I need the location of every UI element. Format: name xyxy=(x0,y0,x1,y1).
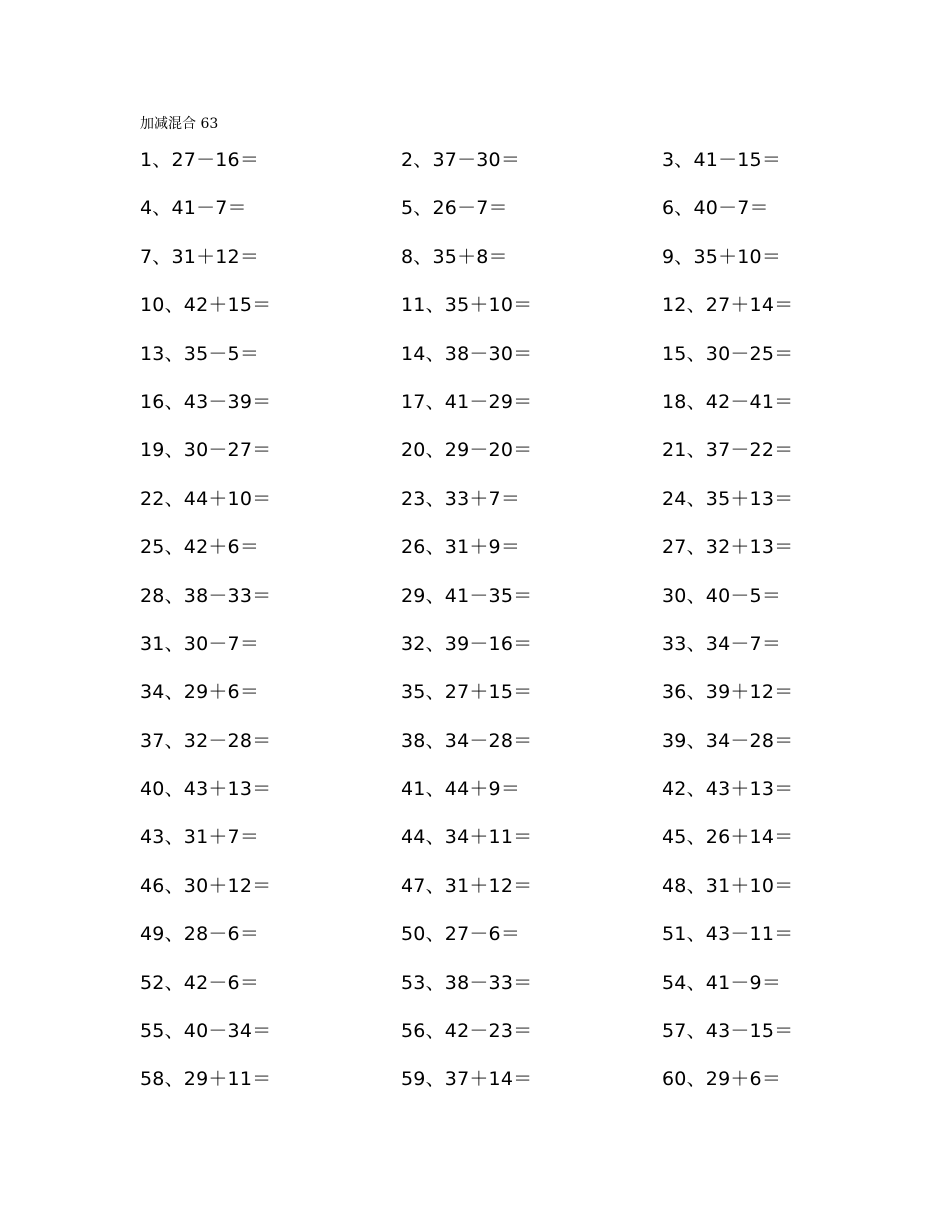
worksheet-title: 加减混合 63 xyxy=(140,116,219,132)
problem-item: 44、34＋11＝ xyxy=(401,826,533,849)
problem-item: 20、29－20＝ xyxy=(401,439,533,462)
problem-item: 39、34－28＝ xyxy=(662,729,794,752)
problem-item: 51、43－11＝ xyxy=(662,923,794,946)
problem-item: 37、32－28＝ xyxy=(140,729,272,752)
problem-item: 18、42－41＝ xyxy=(662,390,794,413)
problem-item: 6、40－7＝ xyxy=(662,197,769,220)
problem-item: 42、43＋13＝ xyxy=(662,778,794,801)
problem-item: 9、35＋10＝ xyxy=(662,245,782,268)
problem-item: 60、29＋6＝ xyxy=(662,1068,782,1091)
problem-item: 8、35＋8＝ xyxy=(401,245,508,268)
problem-item: 1、27－16＝ xyxy=(140,149,260,171)
problem-item: 2、37－30＝ xyxy=(401,149,521,171)
problem-item: 52、42－6＝ xyxy=(140,971,260,994)
problem-item: 59、37＋14＝ xyxy=(401,1068,533,1091)
problem-item: 53、38－33＝ xyxy=(401,971,533,994)
problem-item: 36、39＋12＝ xyxy=(662,681,794,704)
problem-item: 3、41－15＝ xyxy=(662,149,782,171)
problem-item: 11、35＋10＝ xyxy=(401,294,533,317)
problem-item: 5、26－7＝ xyxy=(401,197,508,220)
problem-item: 54、41－9＝ xyxy=(662,971,782,994)
problem-item: 32、39－16＝ xyxy=(401,632,533,655)
problem-item: 46、30＋12＝ xyxy=(140,874,272,897)
problem-item: 30、40－5＝ xyxy=(662,584,782,607)
problem-item: 49、28－6＝ xyxy=(140,923,260,946)
problem-item: 47、31＋12＝ xyxy=(401,874,533,897)
problem-item: 7、31＋12＝ xyxy=(140,245,260,268)
problem-item: 38、34－28＝ xyxy=(401,729,533,752)
problem-item: 57、43－15＝ xyxy=(662,1020,794,1043)
problem-item: 48、31＋10＝ xyxy=(662,874,794,897)
problem-item: 45、26＋14＝ xyxy=(662,826,794,849)
problem-item: 13、35－5＝ xyxy=(140,342,260,365)
problem-item: 56、42－23＝ xyxy=(401,1020,533,1043)
problem-item: 17、41－29＝ xyxy=(401,390,533,413)
problem-item: 58、29＋11＝ xyxy=(140,1068,272,1091)
problem-item: 35、27＋15＝ xyxy=(401,681,533,704)
problem-item: 34、29＋6＝ xyxy=(140,681,260,704)
problem-item: 33、34－7＝ xyxy=(662,632,782,655)
problem-item: 41、44＋9＝ xyxy=(401,778,521,801)
problem-item: 23、33＋7＝ xyxy=(401,487,521,510)
problem-item: 19、30－27＝ xyxy=(140,439,272,462)
problem-item: 22、44＋10＝ xyxy=(140,487,272,510)
problem-item: 12、27＋14＝ xyxy=(662,294,794,317)
problem-item: 26、31＋9＝ xyxy=(401,536,521,559)
problem-item: 10、42＋15＝ xyxy=(140,294,272,317)
problem-item: 14、38－30＝ xyxy=(401,342,533,365)
problem-item: 28、38－33＝ xyxy=(140,584,272,607)
problem-item: 40、43＋13＝ xyxy=(140,778,272,801)
problem-item: 43、31＋7＝ xyxy=(140,826,260,849)
problem-item: 29、41－35＝ xyxy=(401,584,533,607)
problem-grid xyxy=(140,146,840,1114)
problem-item: 16、43－39＝ xyxy=(140,390,272,413)
problem-item: 27、32＋13＝ xyxy=(662,536,794,559)
problem-item: 24、35＋13＝ xyxy=(662,487,794,510)
problem-item: 50、27－6＝ xyxy=(401,923,521,946)
problem-item: 55、40－34＝ xyxy=(140,1020,272,1043)
problem-item: 4、41－7＝ xyxy=(140,197,247,220)
problem-item: 21、37－22＝ xyxy=(662,439,794,462)
problem-item: 25、42＋6＝ xyxy=(140,536,260,559)
problem-item: 31、30－7＝ xyxy=(140,632,260,655)
problem-item: 15、30－25＝ xyxy=(662,342,794,365)
